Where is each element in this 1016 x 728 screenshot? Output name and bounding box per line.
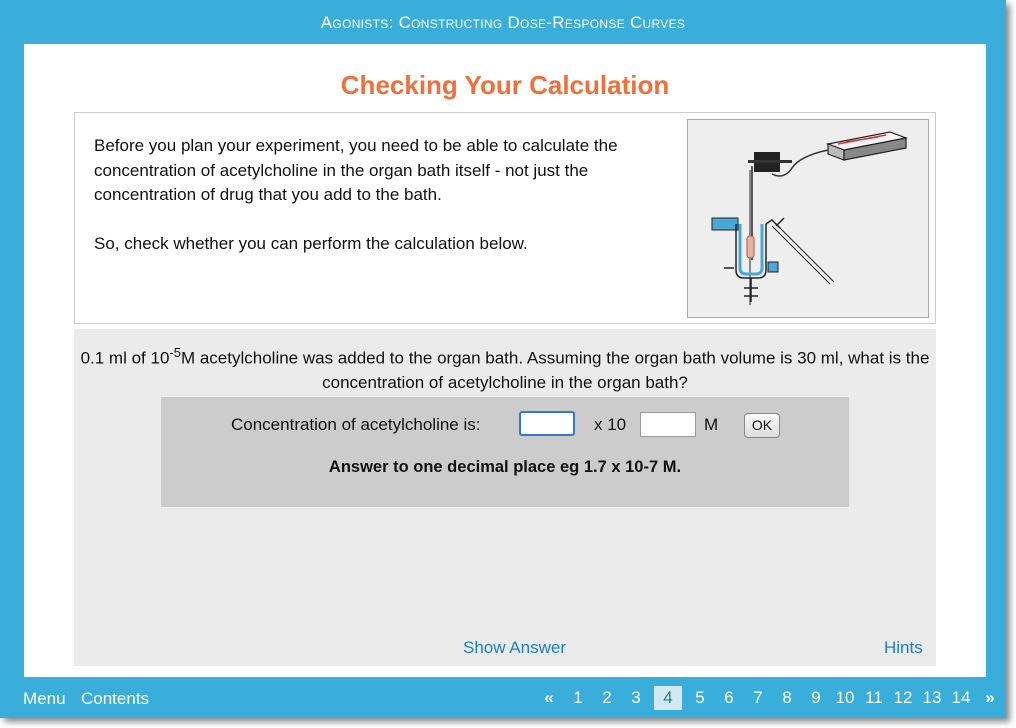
multiplier-label: x 10 — [594, 415, 627, 434]
page-link-6[interactable]: 6 — [724, 688, 734, 707]
pagination — [538, 686, 1008, 710]
answer-box — [161, 397, 849, 507]
intro-paragraph-2: So, check whether you can perform the calculation below. — [94, 233, 528, 253]
page-link-13[interactable]: 13 — [922, 688, 942, 707]
app-title: Agonists: Constructing Dose-Response Curves — [320, 13, 686, 32]
answer-label: Concentration of acetylcholine is: — [231, 415, 481, 434]
page-link-14[interactable]: 14 — [951, 688, 971, 707]
hints-link[interactable]: Hints — [884, 638, 923, 657]
contents-link[interactable]: Contents — [81, 689, 150, 708]
coefficient-input[interactable] — [519, 411, 575, 436]
answer-format-hint: Answer to one decimal place eg 1.7 x 10-7 M. — [328, 458, 682, 476]
page-link-7[interactable]: 7 — [753, 688, 763, 707]
page-link-5[interactable]: 5 — [695, 688, 705, 707]
page-link-1[interactable]: 1 — [573, 688, 583, 707]
question-exponent: -5 — [169, 345, 181, 360]
main-content — [24, 44, 986, 677]
page-link-9[interactable]: 9 — [811, 688, 821, 707]
question-text — [74, 341, 936, 395]
page-link-4-current[interactable]: 4 — [654, 686, 682, 710]
question-part-1: 0.1 ml of 10 — [80, 348, 170, 368]
unit-label: M — [704, 415, 719, 434]
next-page-button[interactable]: » — [985, 688, 995, 707]
organ-bath-apparatus-icon — [688, 120, 928, 317]
prev-page-button[interactable]: « — [544, 688, 554, 707]
page-link-10[interactable]: 10 — [835, 688, 855, 707]
question-panel — [74, 329, 936, 666]
page-link-11[interactable]: 11 — [865, 688, 883, 707]
intro-text — [94, 134, 654, 280]
ok-button[interactable]: OK — [744, 413, 780, 438]
organ-bath-figure — [687, 119, 929, 318]
page-link-3[interactable]: 3 — [631, 688, 641, 707]
intro-paragraph-1: Before you plan your experiment, you need to be able to calculate the concentration of acetylcholine in the organ bath itself - not just the concentration of drug that you add to the bath. — [94, 136, 618, 204]
page-title: Checking Your Calculation — [340, 70, 670, 100]
menu-link[interactable]: Menu — [23, 689, 66, 708]
page-link-2[interactable]: 2 — [602, 688, 612, 707]
exponent-input[interactable] — [640, 412, 696, 437]
intro-box — [74, 112, 936, 324]
question-part-2: M acetylcholine was added to the organ bath. Assuming the organ bath volume is 30 ml, what is the concentration of acetylcholine in the organ bath? — [180, 348, 930, 392]
show-answer-link[interactable]: Show Answer — [463, 638, 566, 657]
page-link-8[interactable]: 8 — [782, 688, 792, 707]
page-link-12[interactable]: 12 — [893, 688, 913, 707]
